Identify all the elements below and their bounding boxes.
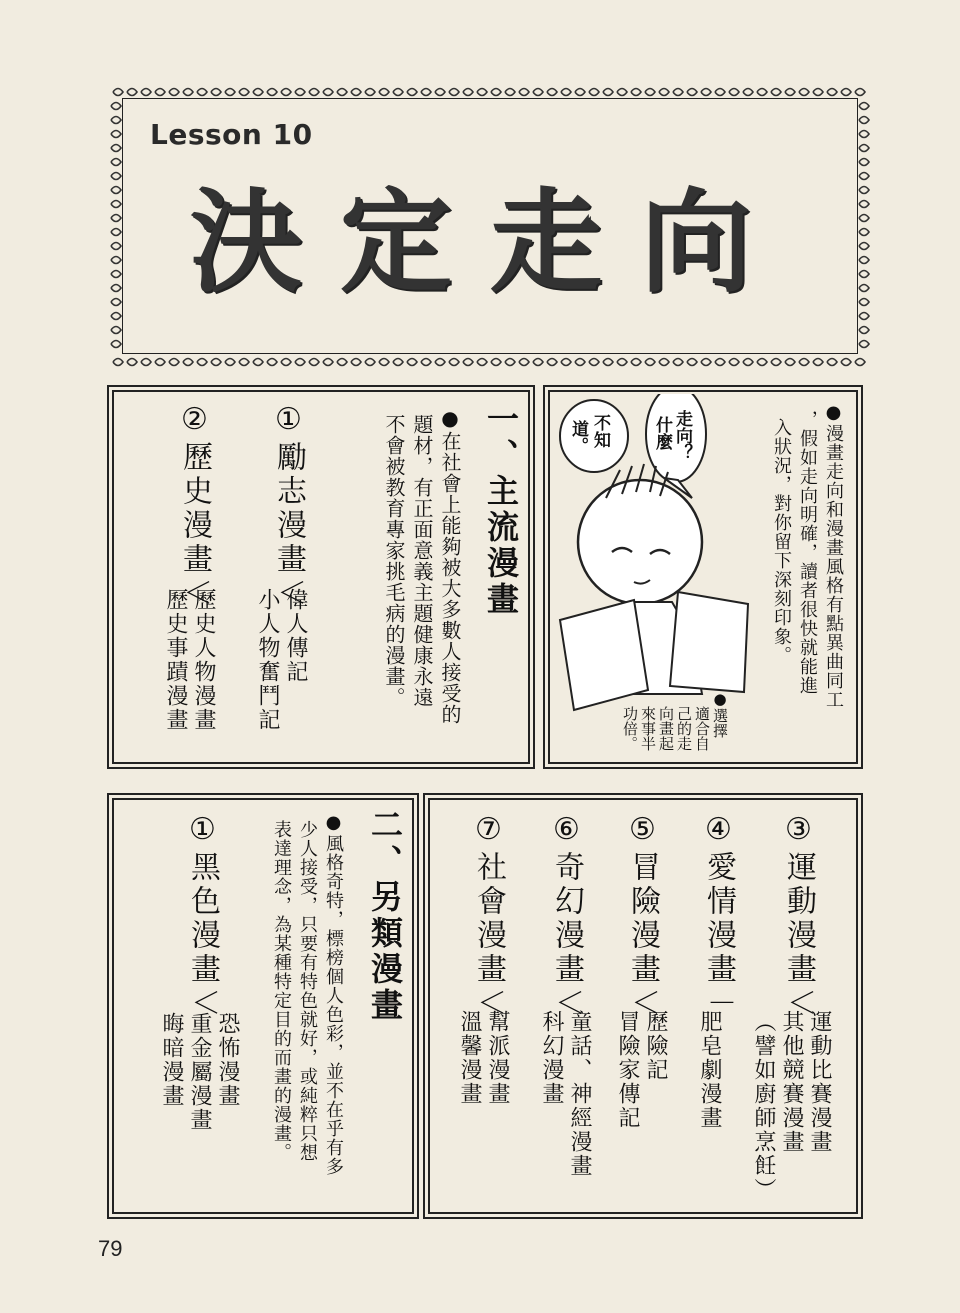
border-ornament [351,89,361,96]
border-ornament [859,187,869,194]
border-ornament [859,257,869,264]
border-ornament [477,359,487,366]
border-ornament [631,89,641,96]
border-ornament [533,359,543,366]
border-ornament [859,229,869,236]
illustration-caption-3: 入狀況，對你留下深刻印象。 [771,418,792,665]
border-ornament [393,359,403,366]
border-ornament [111,173,121,180]
border-ornament [337,359,347,366]
border-ornament [603,89,613,96]
item4-sub1: 肥皂劇漫畫 [697,1010,722,1130]
border-ornament [435,359,445,366]
note-line2: 適合自 [693,706,711,751]
note-line4: 向畫起 [657,706,675,751]
border-ornament [771,359,781,366]
border-ornament [589,359,599,366]
item5-sub1: 歷險記 [643,1010,668,1082]
border-ornament [141,359,151,366]
border-ornament [127,89,137,96]
border-ornament [351,359,361,366]
item5-sub2: 冒險家傳記 [615,1010,640,1130]
border-ornament [743,89,753,96]
border-ornament [111,201,121,208]
border-ornament [197,89,207,96]
border-ornament [575,359,585,366]
note-line1: ●選擇 [711,690,729,738]
border-ornament [111,159,121,166]
border-ornament [365,359,375,366]
illustration-caption-1: ●漫畫走向和漫畫風格有點異曲同工 [823,402,844,709]
item6-sub2: 科幻漫畫 [539,1010,564,1106]
border-ornament [421,89,431,96]
item7-sub1: 幫派漫畫 [485,1010,510,1106]
border-ornament [859,103,869,110]
note-line6: 功倍。 [621,706,639,751]
border-ornament [211,359,221,366]
border-ornament [859,173,869,180]
border-ornament [113,89,123,96]
border-ornament [561,359,571,366]
border-ornament [463,359,473,366]
border-ornament [449,89,459,96]
border-ornament [855,359,865,366]
border-ornament [859,327,869,334]
border-ornament [111,215,121,222]
border-ornament [111,117,121,124]
border-ornament [519,359,529,366]
border-ornament [337,89,347,96]
section2-item1-sub2: 重金屬漫畫 [187,1012,212,1132]
border-ornament [111,257,121,264]
border-ornament [631,359,641,366]
border-ornament [645,89,655,96]
border-ornament [225,89,235,96]
border-ornament [859,215,869,222]
border-ornament [673,359,683,366]
border-ornament [267,89,277,96]
border-ornament [183,89,193,96]
border-ornament [111,285,121,292]
border-ornament [645,359,655,366]
border-ornament [701,89,711,96]
border-ornament [673,89,683,96]
item3-sub2: 其他競賽漫畫 [779,1010,804,1154]
border-ornament [309,89,319,96]
border-ornament [435,89,445,96]
border-ornament [687,359,697,366]
border-ornament [659,359,669,366]
border-ornament [547,89,557,96]
border-ornament [111,271,121,278]
item3: ③運動漫畫＜ [781,812,816,1021]
section2-heading: 二、另類漫畫 [366,808,404,1024]
border-ornament [841,359,851,366]
border-ornament [491,89,501,96]
border-ornament [785,359,795,366]
border-ornament [859,131,869,138]
border-ornament [155,359,165,366]
border-ornament [757,359,767,366]
border-ornament [841,89,851,96]
border-ornament [859,313,869,320]
note-line3: 己的走 [675,706,693,751]
bubble2-line1: 不知 [590,414,610,448]
border-ornament [239,89,249,96]
section2-desc-1: ●風格奇特，標榜個人色彩，並不在乎有多 [323,812,344,1176]
border-ornament [659,89,669,96]
border-ornament [757,89,767,96]
border-ornament [799,359,809,366]
border-ornament [547,359,557,366]
item5: ⑤冒險漫畫＜ [625,812,660,1021]
border-ornament [743,359,753,366]
note-line5: 來事半 [639,706,657,751]
border-ornament [253,89,263,96]
border-ornament [715,89,725,96]
border-ornament [323,89,333,96]
section1-desc-2: 題材，有正面意義主題健康永遠 [410,414,434,708]
border-ornament [827,89,837,96]
border-ornament [729,89,739,96]
border-ornament [859,145,869,152]
border-ornament [785,89,795,96]
item6-sub1: 童話、神經漫畫 [567,1010,592,1178]
section1-item1: ①勵志漫畫＜ [271,402,306,611]
border-ornament [225,359,235,366]
border-ornament [281,89,291,96]
paper-right [670,592,748,692]
border-ornament [449,359,459,366]
border-ornament [295,359,305,366]
border-ornament [111,341,121,348]
bubble2-line2: 道。 [568,420,588,454]
section1-item2-sub2: 歷史事蹟漫畫 [163,588,188,732]
border-ornament [505,89,515,96]
character-head [578,480,702,604]
border-ornament [519,89,529,96]
border-ornament [365,89,375,96]
item3-sub3: （譬如廚師烹飪） [751,1010,776,1202]
section1-item2-sub1: 歷史人物漫畫 [191,588,216,732]
border-ornament [111,243,121,250]
border-ornament [859,271,869,278]
border-ornament [267,359,277,366]
border-ornament [393,89,403,96]
item4: ④愛情漫畫－ [701,812,736,1021]
border-ornament [111,313,121,320]
border-ornament [323,359,333,366]
border-ornament [155,89,165,96]
border-ornament [729,359,739,366]
border-ornament [127,359,137,366]
border-ornament [603,359,613,366]
border-ornament [141,89,151,96]
border-ornament [701,359,711,366]
item7: ⑦社會漫畫＜ [471,812,506,1021]
section1-item1-sub1: 偉人傳記 [283,588,308,684]
border-ornament [111,145,121,152]
border-ornament [407,359,417,366]
border-ornament [407,89,417,96]
border-ornament [715,359,725,366]
border-ornament [533,89,543,96]
border-ornament [111,103,121,110]
border-ornament [113,359,123,366]
border-ornament [295,89,305,96]
border-ornament [379,359,389,366]
border-ornament [771,89,781,96]
border-ornament [855,89,865,96]
border-ornament [309,359,319,366]
border-ornament [859,341,869,348]
lesson-label: Lesson 10 [150,118,313,151]
section1-item2: ②歷史漫畫＜ [177,402,212,611]
border-ornament [859,117,869,124]
border-ornament [827,359,837,366]
section2-item1-sub3: 晦暗漫畫 [159,1012,184,1108]
border-ornament [561,89,571,96]
border-ornament [239,359,249,366]
border-ornament [183,359,193,366]
border-ornament [111,131,121,138]
border-ornament [169,89,179,96]
page-title: 決定走向 [190,178,790,308]
border-ornament [859,299,869,306]
item3-sub1: 運動比賽漫畫 [807,1010,832,1154]
border-ornament [813,359,823,366]
border-ornament [281,359,291,366]
border-ornament [799,89,809,96]
border-ornament [859,159,869,166]
border-ornament [505,359,515,366]
paper-left [560,600,648,710]
border-ornament [687,89,697,96]
border-ornament [589,89,599,96]
border-ornament [111,229,121,236]
border-ornament [253,359,263,366]
border-ornament [859,201,869,208]
border-ornament [463,89,473,96]
border-ornament [379,89,389,96]
section2-item1: ①黑色漫畫＜ [185,812,220,1021]
border-ornament [491,359,501,366]
border-ornament [575,89,585,96]
section1-desc-3: 不會被教育專家挑毛病的漫畫。 [382,414,406,708]
section1-desc-1: ●在社會上能夠被大多數人接受的 [438,406,462,725]
border-ornament [421,359,431,366]
border-ornament [111,187,121,194]
border-ornament [169,359,179,366]
item6: ⑥奇幻漫畫＜ [549,812,584,1021]
bubble1-line1: 什麼 [652,416,672,450]
border-ornament [197,359,207,366]
border-ornament [813,89,823,96]
section1-item1-sub2: 小人物奮鬥記 [255,588,280,732]
border-ornament [477,89,487,96]
page-number: 79 [98,1236,123,1261]
item7-sub2: 溫馨漫畫 [457,1010,482,1106]
illustration-caption-2: ，假如走向明確，讀者很快就能進 [797,410,818,695]
border-ornament [859,243,869,250]
section1-heading: 一、主流漫畫 [482,402,520,618]
border-ornament [111,327,121,334]
border-ornament [617,89,627,96]
section2-desc-3: 表達理念，為某種特定目的而畫的漫畫。 [271,820,292,1162]
border-ornament [111,299,121,306]
section2-desc-2: 少人接受，只要有特色就好，或純粹只想 [297,820,318,1162]
section2-item1-sub1: 恐怖漫畫 [215,1012,240,1108]
bubble1-line2: 走向？ [672,410,692,461]
border-ornament [859,285,869,292]
border-ornament [617,359,627,366]
border-ornament [211,89,221,96]
